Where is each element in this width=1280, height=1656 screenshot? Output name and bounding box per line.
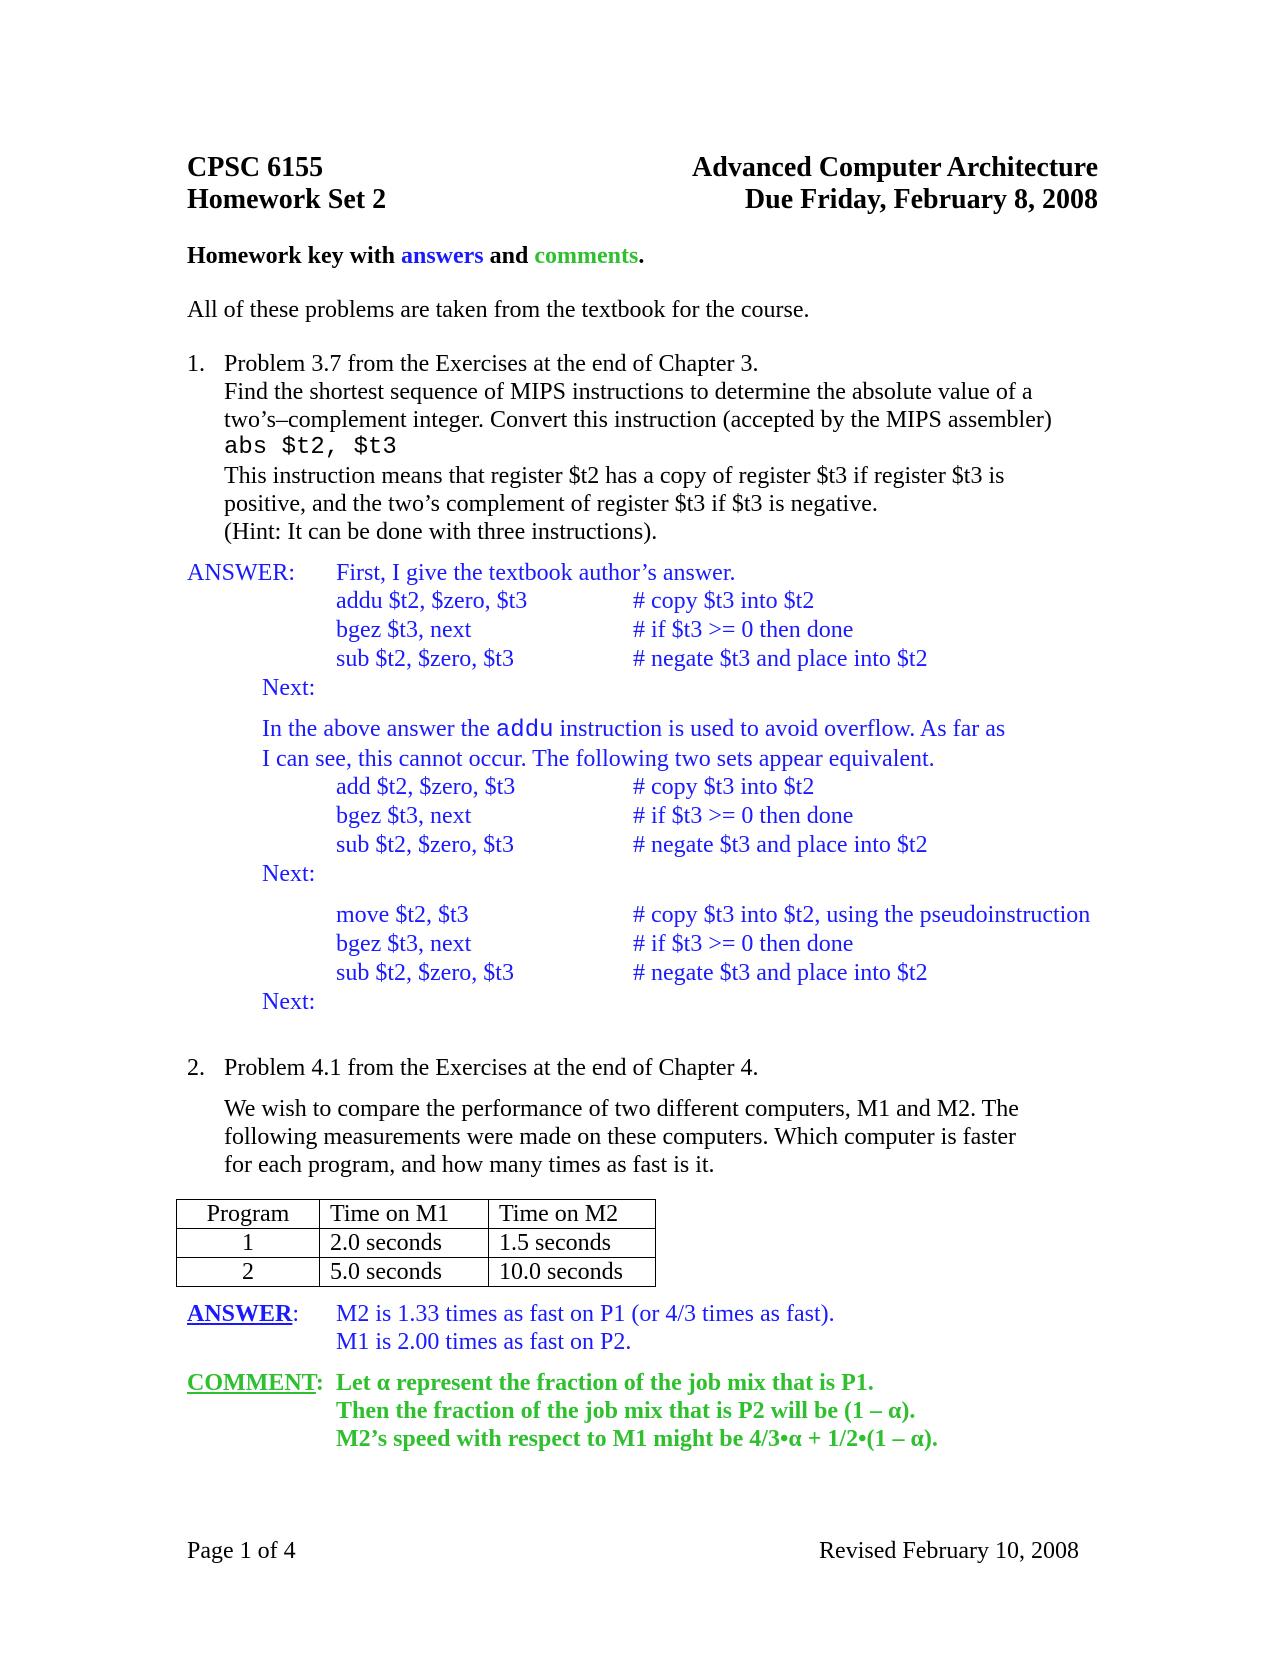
answers-legend: answers <box>400 243 484 269</box>
key-line <box>187 242 644 270</box>
problem1-hint: (Hint: It can be done with three instructions). <box>224 519 658 545</box>
comment-line: Let α represent the fraction of the job mix that is P1. <box>336 1370 874 1396</box>
table-cell: 2 <box>177 1258 320 1287</box>
code-line: bgez $t3, next <box>336 617 472 643</box>
code-comment: # negate $t3 and place into $t2 <box>633 832 928 858</box>
code-comment: # copy $t3 into $t2, using the pseudoinstruction <box>633 902 1091 928</box>
next-label: Next: <box>262 861 316 887</box>
key-prefix: Homework key with <box>187 243 401 269</box>
comment-line: M2’s speed with respect to M1 might be 4/3•α + 1/2•(1 – α). <box>336 1426 938 1452</box>
answer-note <box>262 715 1005 745</box>
code-line: bgez $t3, next <box>336 931 472 957</box>
problem2-title: Problem 4.1 from the Exercises at the end of Chapter 4. <box>224 1055 759 1081</box>
answer-note: I can see, this cannot occur. The following two sets appear equivalent. <box>262 746 935 772</box>
comment-label <box>187 1369 324 1397</box>
answer-line: M1 is 2.00 times as fast on P2. <box>336 1329 632 1355</box>
revised-date: Revised February 10, 2008 <box>819 1538 1079 1564</box>
code-comment: # if $t3 >= 0 then done <box>633 931 854 957</box>
answer-line: M2 is 1.33 times as fast on P1 (or 4/3 times as fast). <box>336 1301 835 1327</box>
problem1-line: two’s–complement integer. Convert this instruction (accepted by the MIPS assembler) <box>224 407 1052 433</box>
code-comment: # if $t3 >= 0 then done <box>633 617 854 643</box>
key-suffix: . <box>638 243 645 269</box>
code-comment: # copy $t3 into $t2 <box>633 588 815 614</box>
due-date: Due Friday, February 8, 2008 <box>744 184 1098 215</box>
note-text: In the above answer the <box>262 716 496 742</box>
course-title: Advanced Computer Architecture <box>692 152 1098 183</box>
code-line: move $t2, $t3 <box>336 902 469 928</box>
performance-table <box>176 1199 656 1287</box>
answer-label-text: ANSWER <box>187 1301 293 1327</box>
column-header: Time on M2 <box>489 1200 656 1229</box>
code-line: sub $t2, $zero, $t3 <box>336 646 514 672</box>
answer-label: ANSWER: <box>187 560 295 586</box>
table-header-row <box>177 1200 656 1229</box>
answer-label <box>187 1300 299 1328</box>
problem2-line: We wish to compare the performance of two different computers, M1 and M2. The <box>224 1096 1019 1122</box>
problem2-number: 2. <box>187 1055 205 1081</box>
table-row <box>177 1258 656 1287</box>
code-line: addu $t2, $zero, $t3 <box>336 588 528 614</box>
homework-set: Homework Set 2 <box>187 184 387 215</box>
table-cell: 1 <box>177 1229 320 1258</box>
problem1-line: Find the shortest sequence of MIPS instructions to determine the absolute value of a <box>224 379 1033 405</box>
code-comment: # negate $t3 and place into $t2 <box>633 646 928 672</box>
next-label: Next: <box>262 675 316 701</box>
column-header: Time on M1 <box>320 1200 489 1229</box>
comment-label-colon: : <box>315 1370 324 1396</box>
column-header: Program <box>177 1200 320 1229</box>
note-code: addu <box>495 717 554 744</box>
problem1-number: 1. <box>187 351 205 377</box>
code-comment: # if $t3 >= 0 then done <box>633 803 854 829</box>
code-line: bgez $t3, next <box>336 803 472 829</box>
key-middle: and <box>483 243 535 269</box>
abs-instruction-code: abs $t2, $t3 <box>224 434 397 461</box>
intro-text: All of these problems are taken from the textbook for the course. <box>187 297 810 323</box>
next-label: Next: <box>262 989 316 1015</box>
answer-label-colon: : <box>292 1301 300 1327</box>
table-cell: 5.0 seconds <box>320 1258 489 1287</box>
problem1-line: positive, and the two’s complement of register $t3 if $t3 is negative. <box>224 491 878 517</box>
code-comment: # copy $t3 into $t2 <box>633 774 815 800</box>
comment-line: Then the fraction of the job mix that is P2 will be (1 – α). <box>336 1398 916 1424</box>
table-row <box>177 1229 656 1258</box>
problem1-line: Problem 3.7 from the Exercises at the end of Chapter 3. <box>224 351 759 377</box>
code-line: sub $t2, $zero, $t3 <box>336 960 514 986</box>
code-line: sub $t2, $zero, $t3 <box>336 832 514 858</box>
problem2-line: for each program, and how many times as fast is it. <box>224 1152 715 1178</box>
table-cell: 10.0 seconds <box>489 1258 656 1287</box>
problem2-line: following measurements were made on these computers. Which computer is faster <box>224 1124 1016 1150</box>
comments-legend: comments <box>534 243 639 269</box>
course-code: CPSC 6155 <box>187 152 324 183</box>
page-number: Page 1 of 4 <box>187 1538 296 1564</box>
code-comment: # negate $t3 and place into $t2 <box>633 960 928 986</box>
problem1-line: This instruction means that register $t2 has a copy of register $t3 if register $t3 is <box>224 463 1005 489</box>
table-cell: 1.5 seconds <box>489 1229 656 1258</box>
answer-intro: First, I give the textbook author’s answer. <box>336 560 736 586</box>
table-cell: 2.0 seconds <box>320 1229 489 1258</box>
note-text: instruction is used to avoid overflow. As far as <box>553 716 1006 742</box>
code-line: add $t2, $zero, $t3 <box>336 774 516 800</box>
comment-label-text: COMMENT <box>187 1370 316 1396</box>
